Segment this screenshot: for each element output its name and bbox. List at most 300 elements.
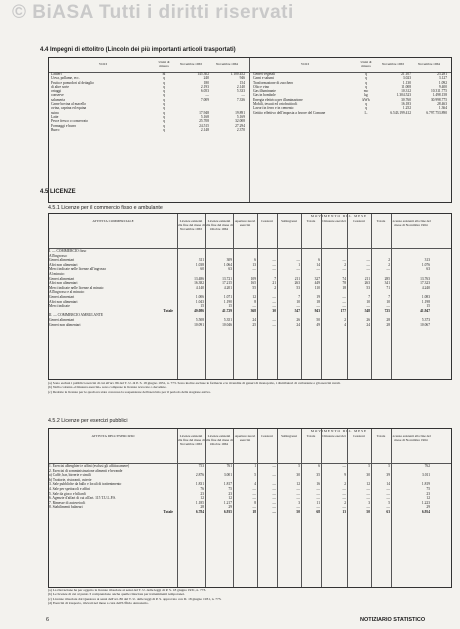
cell-value: 15 (228, 304, 232, 309)
cell-value: q (163, 93, 165, 98)
cell-value: 13.486 (194, 276, 204, 281)
cell-value: 327 (314, 276, 320, 281)
cell-value: 25.708 (199, 119, 209, 124)
cell-value: 75 (426, 486, 430, 491)
cell-value: — (252, 267, 256, 272)
cell-value: 17.948 (199, 110, 209, 115)
cell-value: — (252, 304, 256, 309)
column-divider (301, 429, 302, 587)
cell-value: 5.169 (236, 114, 245, 119)
cell-value: 4.140 (195, 285, 204, 290)
cell-value: 1.071 (223, 294, 232, 299)
cell-value: 1.252 (402, 106, 411, 111)
cell-value: 263 (294, 281, 300, 286)
cell-value: 8 (254, 500, 256, 505)
column-divider (321, 429, 322, 587)
cell-value: — (272, 509, 276, 514)
cell-value: — (272, 304, 276, 309)
cell-value: — (296, 304, 300, 309)
column-header: Licenze esistenti alla fine del mese di Novembre 1964 (391, 435, 431, 442)
table-4-4-left-header (51, 58, 247, 72)
cell-value: 28 (200, 505, 204, 510)
row-label: Al minuto: (49, 271, 65, 276)
footnote: (a) La rilevazione ha per oggetto le licenze rilasciate ai sensi del T. U. delle leggi di P. S. 18 giugno 1931, n. 773. (48, 588, 207, 592)
column-divider (257, 429, 258, 587)
section-4-5-title: 4.5 LICENZE (40, 189, 76, 195)
cell-value: 1.198 (421, 299, 430, 304)
column-divider (277, 429, 278, 587)
footnote: (c) Dedotte le licenze per le quali era stata concessa la sospensione dell'esercizio per il periodo della stagione estiva. (48, 389, 211, 394)
cell-value: 9 (344, 473, 346, 478)
cell-value: 10.091 (194, 322, 204, 327)
cell-value: — (342, 304, 346, 309)
cell-value: — (342, 496, 346, 501)
footnote: (d) Esercizi di trasporto, rilevati nel mese a cura dell'Ufficio Annonario. (48, 601, 149, 606)
cell-value: 18 (342, 285, 346, 290)
row-label: Trasformazione di zucchero (253, 80, 294, 85)
table-4-5-2-group-header: MOVIMENTO DEL MESE (310, 430, 368, 433)
cell-value: 1.092 (438, 80, 447, 85)
cell-value: 55 (252, 285, 256, 290)
cell-value: 1.217 (223, 500, 232, 505)
cell-value: 40.086 (194, 308, 204, 313)
publication-title: NOTIZIARIO STATISTICO (360, 617, 426, 623)
cell-value: 50 (296, 509, 300, 514)
cell-value: 19.891 (235, 110, 245, 115)
cell-value: q (163, 114, 165, 119)
column-header: Novembre 1964 (216, 63, 238, 67)
cell-value: 165 (250, 281, 256, 286)
cell-value: — (272, 464, 276, 468)
table-4-5-1-group-header: MOVIMENTO DEL MESE (310, 215, 368, 218)
cell-value: 2.370 (236, 127, 245, 132)
cell-value: 50 (316, 317, 320, 322)
row-label: Merci indicate (49, 304, 70, 309)
row-label: Merci indicate nelle licenze all'ingrosso (49, 267, 107, 272)
cell-value: 13 (252, 262, 256, 267)
row-label: ortaggi (51, 89, 62, 94)
cell-value: 2 (388, 258, 390, 263)
cell-value: 1.498.158 (432, 93, 447, 98)
cell-value: 4.201 (223, 285, 232, 290)
cell-value: 9.400 (438, 84, 447, 89)
cell-value: 1 (298, 262, 300, 267)
cell-value: — (296, 491, 300, 496)
cell-value: 16.382 (194, 281, 204, 286)
cell-value: 4.240 (421, 285, 430, 290)
cell-value: 53 (366, 285, 370, 290)
cell-value: 7.336 (236, 97, 245, 102)
cell-value: 28.463 (437, 102, 447, 107)
cell-value: — (316, 486, 320, 491)
cell-value: 5.333 (236, 89, 245, 94)
cell-value: 3 (368, 500, 370, 505)
column-divider (391, 429, 392, 587)
column-header: Licenze esistenti alla fine del mese di Novembre 1963 (177, 435, 205, 446)
cell-value: 4 (344, 322, 346, 327)
row-label: Altri non alimentari (49, 262, 78, 267)
cell-value: q (163, 119, 165, 124)
cell-value: — (272, 317, 276, 322)
cell-value: 5 (388, 500, 390, 505)
cell-value: 21 (272, 281, 276, 286)
column-header: Novembre 1963 (382, 63, 404, 67)
cell-value: 2 (344, 500, 346, 505)
cell-value: 68 (316, 509, 320, 514)
column-header: Subingressi (281, 220, 297, 223)
row-label: 2. Esercizi di somministrazione alimenti e bevande (49, 468, 123, 473)
cell-value: 10.046 (222, 322, 232, 327)
cell-value: 24.515 (199, 123, 209, 128)
cell-value: 5.373 (421, 317, 430, 322)
cell-value: 30 (366, 473, 370, 478)
cell-value: — (386, 304, 390, 309)
row-label: Gas in bombole (253, 93, 276, 98)
cell-value: — (316, 491, 320, 496)
section-4-5-2-subtitle: 4.5.2 Licenze per esercizi pubblici (48, 418, 128, 424)
cell-value: — (252, 496, 256, 501)
cell-value: — (366, 496, 370, 501)
column-divider (347, 429, 348, 587)
cell-value: 30.998.775 (430, 97, 447, 102)
cell-value: 11.008 (401, 84, 411, 89)
cell-value: 29 (426, 505, 430, 510)
footnote: (a) Sono esclusi i pubblici esercizi di cui all'art. 86 del T. U. di P. S. 18 giugno 1931, n. 773. Sono inoltre escluse le farmacie e le rivendite di generi di monopolio, i distributori di carburante e gli esercizi rurali. (48, 381, 341, 385)
cell-value: — (316, 505, 320, 510)
table-4-4-right (253, 58, 449, 120)
cell-value: 725 (384, 308, 390, 313)
cell-value: 7 (298, 294, 300, 299)
column-header: Cessioni (261, 435, 273, 438)
cell-value: — (342, 299, 346, 304)
table-4-4-right-header (253, 58, 449, 72)
cell-value: — (386, 491, 390, 496)
cell-value: 18 (316, 299, 320, 304)
cell-value: 2 (344, 482, 346, 487)
section-4-4-title: 4.4 Impegni di ettolitro (Lincoln dei più importanti articoli trasportati) (40, 47, 236, 53)
cell-value: 6.053 (200, 89, 209, 94)
cell-value: 5 (298, 464, 300, 468)
cell-value: 27.294 (235, 123, 245, 128)
cell-value: 63 (386, 509, 390, 514)
cell-value: 180 (203, 80, 209, 85)
cell-value: — (272, 496, 276, 501)
column-header: Novembre 1963 (180, 63, 202, 67)
cell-value: 10.067 (420, 322, 430, 327)
cell-value: — (296, 267, 300, 272)
cell-value: 1.130 (402, 80, 411, 85)
cell-value: 263 (364, 281, 370, 286)
cell-value: 2 (344, 317, 346, 322)
column-header: Chiusure esercizi (322, 220, 346, 223)
cell-value: — (272, 262, 276, 267)
row-label: Uova, pollame, ecc. (51, 76, 80, 81)
column-header: VOCI (98, 63, 108, 67)
cell-value: — (296, 496, 300, 501)
cell-value: — (366, 486, 370, 491)
cell-value: 12 (252, 294, 256, 299)
cell-value: — (296, 258, 300, 263)
row-label: Olio e vino (253, 84, 270, 89)
cell-value: 18 (252, 509, 256, 514)
column-divider (277, 214, 278, 379)
cell-value: — (241, 93, 245, 98)
row-label: Generi alimentari (49, 294, 75, 299)
cell-value: 30 (296, 473, 300, 478)
cell-value: 5 (254, 473, 256, 478)
cell-value: 19 (316, 294, 320, 299)
cell-value: 154 (239, 80, 245, 85)
cell-value: 6.954 (421, 509, 430, 514)
cell-value: q (365, 80, 367, 85)
cell-value: 449 (314, 281, 320, 286)
cell-value: 75 (228, 486, 232, 491)
cell-value: q (163, 80, 165, 85)
cell-value: — (342, 267, 346, 272)
cell-value: q (365, 102, 367, 107)
cell-value: q (163, 97, 165, 102)
cell-value: 6 (254, 258, 256, 263)
cell-value: 3.127 (438, 76, 447, 81)
cell-value: 10 (366, 299, 370, 304)
cell-value: 74 (342, 276, 346, 281)
cell-value: 762 (424, 464, 430, 468)
cell-value: 39 (386, 473, 390, 478)
cell-value: — (316, 304, 320, 309)
column-divider (347, 214, 348, 379)
column-header: Aperture nuovi esercizi (234, 435, 256, 442)
cell-value: q (163, 89, 165, 94)
cell-value: q (163, 123, 165, 128)
cell-value: 7 (368, 294, 370, 299)
row-label: Altri non alimentari (49, 281, 78, 286)
cell-value: — (366, 267, 370, 272)
cell-value: — (272, 486, 276, 491)
column-header: Licenze esistenti alla fine del mese di Ottobre 1964 (205, 435, 233, 446)
cell-value: 2.193 (200, 84, 209, 89)
cell-value: 15 (200, 304, 204, 309)
cell-value: 211 (294, 276, 300, 281)
column-divider (371, 214, 372, 379)
cell-value: 285 (384, 276, 390, 281)
cell-value: 23 (200, 491, 204, 496)
row-label: 5. Sale da gioco e biliardi (49, 491, 86, 496)
cell-value: 63 (426, 267, 430, 272)
cell-value: q (365, 76, 367, 81)
cell-value: 309 (226, 258, 232, 263)
cell-value: 1.364 (438, 106, 447, 111)
column-header: ATTIVITÀ DELL'ESERCIZIO (91, 435, 135, 438)
row-label: conserve (51, 93, 64, 98)
cell-value: 1.304.523 (396, 93, 411, 98)
row-label: ovina, caprina ed equina (51, 106, 87, 111)
column-header: Licenze esistenti alla fine del mese di Ottobre 1964 (205, 220, 233, 231)
cell-value: 2.140 (236, 84, 245, 89)
cell-value: 1.831 (195, 482, 204, 487)
cell-value: 3.023 (402, 76, 411, 81)
cell-value: 2 (274, 285, 276, 290)
column-header: Unità di misura (360, 61, 372, 68)
cell-value: 1.076 (421, 262, 430, 267)
cell-value: — (366, 262, 370, 267)
column-header: Licenze esistenti alla fine del mese di Novembre 1963 (177, 220, 205, 231)
row-label: 8. Stabilimenti balneari (49, 505, 83, 510)
cell-value: 5.168 (200, 114, 209, 119)
cell-value: 8 (254, 299, 256, 304)
cell-value: — (272, 258, 276, 263)
row-label: suina (51, 110, 59, 115)
cell-value: — (296, 486, 300, 491)
row-label: All'ingrosso: (49, 253, 68, 258)
cell-value: 368 (250, 308, 256, 313)
cell-value: — (366, 491, 370, 496)
cell-value: 23.281 (437, 72, 447, 76)
cell-value: — (205, 93, 209, 98)
cell-value: 10 (386, 299, 390, 304)
cell-value: 2.148 (200, 127, 209, 132)
cell-value: 6.543.199.412 (390, 110, 411, 115)
cell-value: — (366, 505, 370, 510)
row-label: Totale (163, 509, 173, 514)
row-label: Generi alimentari (49, 258, 75, 263)
cell-value: — (272, 491, 276, 496)
row-label: Energia elettrica per illuminazione (253, 97, 303, 102)
cell-value: 23 (228, 491, 232, 496)
cell-value: 76 (200, 486, 204, 491)
column-header: Cessioni (353, 435, 365, 438)
column-header: Totale (376, 220, 386, 223)
cell-value: 7 (274, 276, 276, 281)
cell-value: 12 (200, 496, 204, 501)
cell-value: 14 (386, 482, 390, 487)
row-label: Mobili, tessuti ed ortofrutticoli (253, 102, 298, 107)
cell-value: — (386, 505, 390, 510)
cell-value: q (163, 106, 165, 111)
row-label: Gettito effettivo dell'imposta a favore del Comune (253, 110, 326, 115)
row-label: Lavori in ferro e in cemento (253, 106, 294, 111)
cell-value: — (272, 473, 276, 478)
cell-value: 109 (250, 276, 256, 281)
cell-value: 24 (252, 317, 256, 322)
row-label: Generi vegetali (253, 72, 276, 76)
row-label: Burro (51, 127, 60, 132)
cell-value: — (342, 491, 346, 496)
cell-value: 313 (424, 258, 430, 263)
cell-value: q (163, 76, 165, 81)
cell-value: 30 (272, 308, 276, 313)
column-header: Totale (306, 220, 316, 223)
row-label: Formaggi e burro (51, 123, 77, 128)
cell-value: 24 (296, 322, 300, 327)
cell-value: 71 (386, 285, 390, 290)
cell-value: — (272, 294, 276, 299)
row-label: a) Caffè, bar, birrerie e simili (49, 473, 91, 478)
cell-value: 26 (296, 317, 300, 322)
cell-value: 32.008 (235, 119, 245, 124)
cell-value: — (386, 267, 390, 272)
cell-value: 341 (384, 281, 390, 286)
footnote: (b) Nella colonna «Chiusura esercizi» sono comprese le licenze revocate o decadute. (48, 385, 167, 390)
column-header: ATTIVITÀ COMMERCIALE (92, 220, 134, 223)
table-4-5-2-body (49, 429, 451, 587)
cell-value: q (163, 127, 165, 132)
column-header: Subingressi (281, 435, 297, 438)
row-label: Frutta e pomodori al dettaglio (51, 80, 94, 85)
cell-value: 41.947 (420, 308, 430, 313)
cell-value: 1.223 (421, 500, 430, 505)
cell-value: 30.760 (401, 97, 411, 102)
cell-value: 2.876 (195, 473, 204, 478)
cell-value: mc (363, 89, 369, 94)
cell-value: — (366, 304, 370, 309)
row-label: Totale (163, 308, 173, 313)
row-label: salumeria (51, 97, 65, 102)
cell-value: 49 (316, 322, 320, 327)
cell-value: 10 (296, 299, 300, 304)
column-divider (257, 214, 258, 379)
row-label: All'ingrosso e al minuto: (49, 290, 85, 295)
column-divider (371, 429, 372, 587)
column-header: Cessioni (353, 220, 365, 223)
row-label: Lattieri (51, 72, 62, 76)
cell-value: 110 (314, 285, 320, 290)
cell-value: — (342, 464, 346, 468)
cell-value: — (272, 500, 276, 505)
cell-value: — (366, 258, 370, 263)
footnote: (b) Le licenze di cui al punto 3 comprendono anche quelle rilasciate per trattenimenti temporanei. (48, 592, 185, 597)
cell-value: 23 (426, 491, 430, 496)
cell-value: 12 (296, 482, 300, 487)
row-label: Gas illuminante (253, 89, 276, 94)
cell-value: 16 (316, 482, 320, 487)
cell-value: q (163, 84, 165, 89)
cell-value: 63 (228, 267, 232, 272)
cell-value: 753 (198, 464, 204, 468)
cell-value: 1.190 (223, 299, 232, 304)
cell-value: 6.935 (223, 509, 232, 514)
column-divider (177, 429, 178, 587)
cell-value: 761 (226, 464, 232, 468)
cell-value: 16.183 (401, 102, 411, 107)
row-label: Generi alimentari (49, 276, 75, 281)
cell-value: 3.001 (223, 473, 232, 478)
cell-value: 13 (342, 509, 346, 514)
column-divider (233, 214, 234, 379)
cell-value: 17.215 (222, 281, 232, 286)
cell-value: 28 (386, 317, 390, 322)
cell-value: — (252, 505, 256, 510)
cell-value: q (365, 72, 367, 76)
cell-value: 2 (388, 262, 390, 267)
table-4-5-2 (48, 428, 452, 588)
cell-value: 6.784 (195, 509, 204, 514)
cell-value: 60 (200, 267, 204, 272)
row-label: di altre sorte (51, 84, 69, 89)
cell-value: 10.311.775 (430, 89, 447, 94)
column-divider (205, 429, 206, 587)
cell-value: 12 (228, 496, 232, 501)
row-label: 6. Agenzie d'affari di cui all'art. 115 T.U.L.P.S. (49, 496, 117, 501)
notes-4-5-2 (48, 588, 450, 606)
row-label: Merci indicate nelle licenze al minuto (49, 285, 104, 290)
row-label: II. — COMMERCIO AMBULANTE (49, 313, 104, 318)
cell-value: 1.185 (195, 500, 204, 505)
column-header: Chiusure esercizi (322, 435, 346, 438)
cell-value: q (365, 106, 367, 111)
cell-value: L. (364, 110, 368, 115)
cell-value: 6 (318, 258, 320, 263)
column-divider (391, 214, 392, 379)
